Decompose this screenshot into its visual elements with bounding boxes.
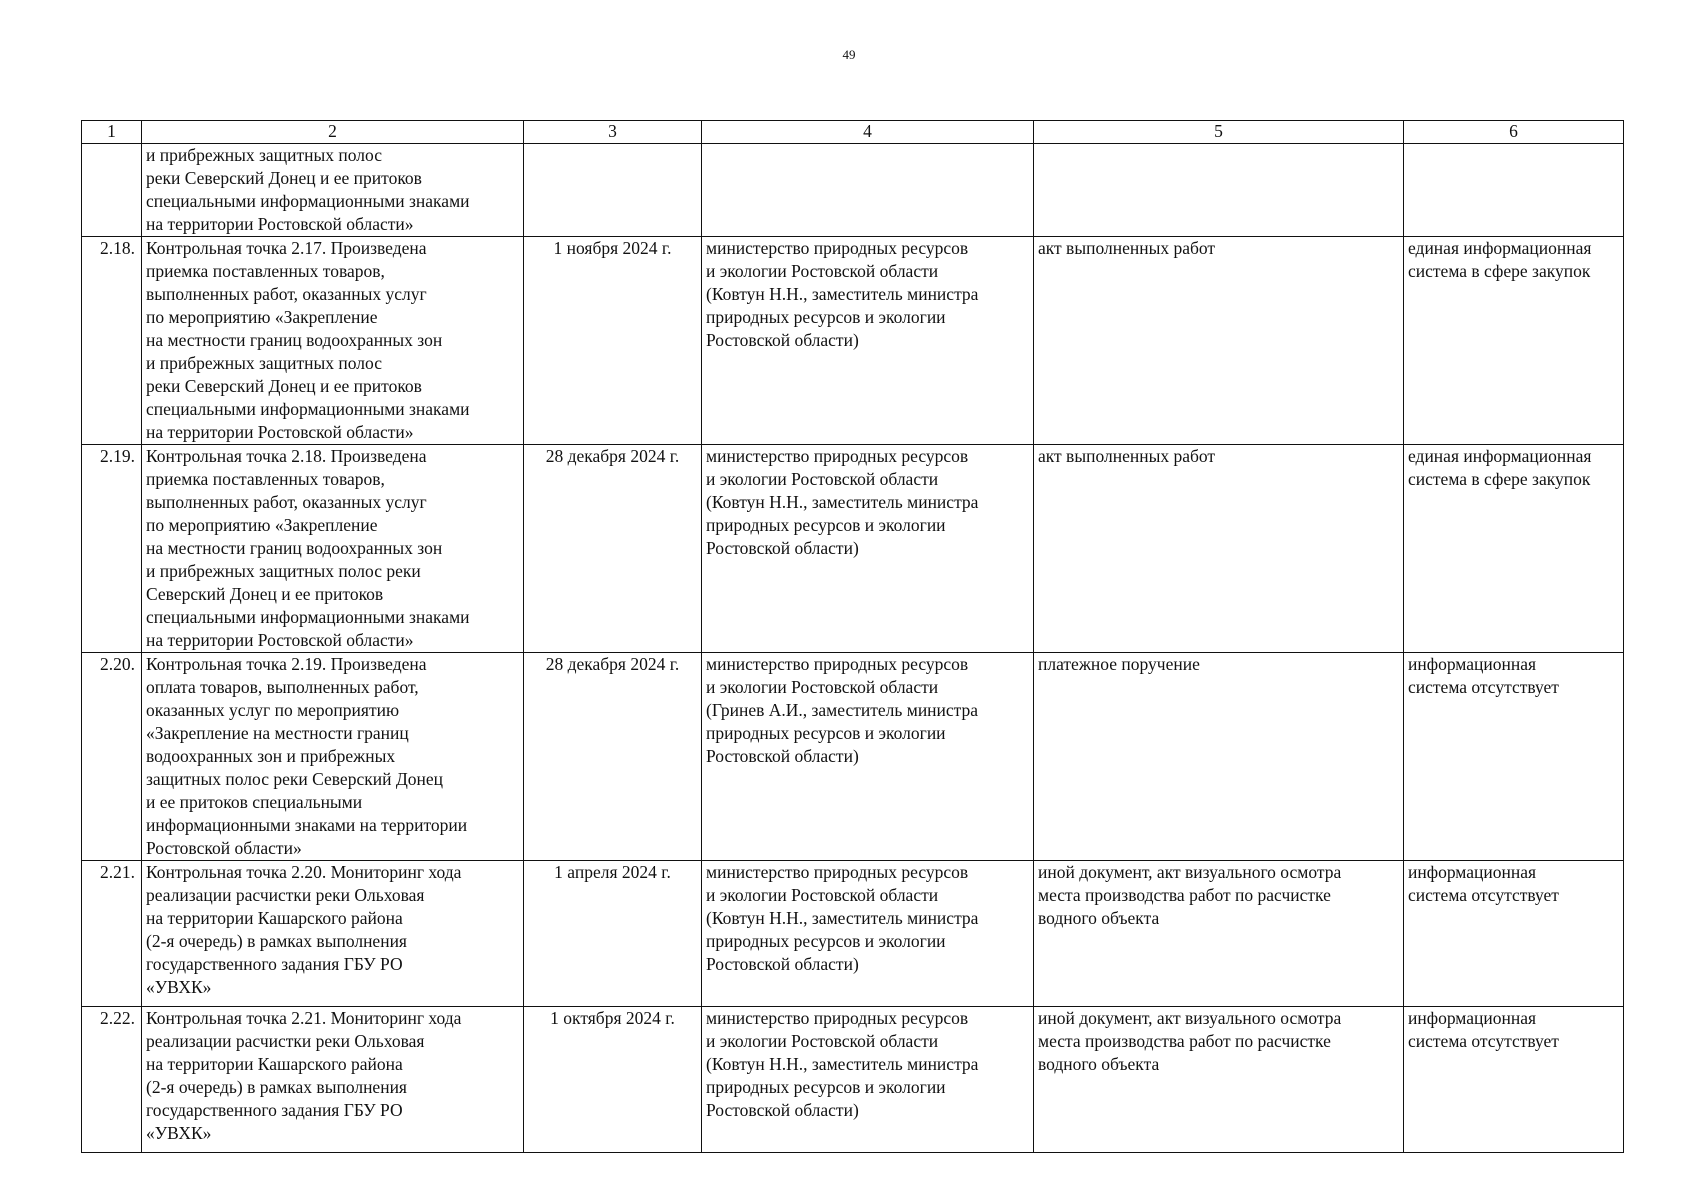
table-header <box>82 121 1624 144</box>
control-point-date <box>524 653 702 861</box>
row-number <box>82 445 142 653</box>
control-point-description <box>142 237 524 445</box>
row-number-text: 2.19. <box>100 446 135 466</box>
row-number <box>82 653 142 861</box>
information-system <box>1404 653 1624 861</box>
document-text: платежное поручение <box>1038 654 1200 674</box>
row-number <box>82 144 142 237</box>
control-point-description <box>142 653 524 861</box>
table-body <box>82 144 1624 1153</box>
control-point-date <box>524 445 702 653</box>
row-number <box>82 1007 142 1153</box>
information-system <box>1404 144 1624 237</box>
date-text: 1 октября 2024 г. <box>550 1008 675 1028</box>
system-text: информационная система отсутствует <box>1408 1008 1559 1051</box>
header-row <box>82 121 1624 144</box>
table-row <box>82 1007 1624 1153</box>
control-point-description <box>142 1007 524 1153</box>
row-number-text: 2.22. <box>100 1008 135 1028</box>
row-number-text: 2.20. <box>100 654 135 674</box>
table-row <box>82 237 1624 445</box>
responsible-text: министерство природных ресурсов и экологии Ростовской области (Ковтун Н.Н., заместитель министра природных ресурсов и экологии Ростовской области) <box>706 446 979 558</box>
system-text: единая информационная система в сфере закупок <box>1408 446 1592 489</box>
document-text: иной документ, акт визуального осмотра места производства работ по расчистке водного объекта <box>1038 862 1342 928</box>
document-type <box>1034 653 1404 861</box>
document-text: иной документ, акт визуального осмотра места производства работ по расчистке водного объекта <box>1038 1008 1342 1074</box>
description-text: Контрольная точка 2.19. Произведена оплата товаров, выполненных работ, оказанных услуг по мероприятию «Закрепление на местности границ водоохранных зон и прибрежных защитных полос реки Северский Донец и ее притоков специальными информационными знаками на территории Ростовской области» <box>146 654 468 858</box>
description-text: Контрольная точка 2.18. Произведена приемка поставленных товаров, выполненных работ, оказанных услуг по мероприятию «Закрепление на местности границ водоохранных зон и прибрежных защитных полос реки Северский Донец и ее притоков специальными информационными знаками на территории Ростовской области» <box>146 446 470 650</box>
responsible-person <box>702 237 1034 445</box>
table-row <box>82 861 1624 1007</box>
control-points-table <box>81 120 1624 1153</box>
date-text: 1 ноября 2024 г. <box>553 238 672 258</box>
page-number: 49 <box>842 47 856 62</box>
system-text: информационная система отсутствует <box>1408 862 1559 905</box>
responsible-text: министерство природных ресурсов и экологии Ростовской области (Ковтун Н.Н., заместитель министра природных ресурсов и экологии Ростовской области) <box>706 862 979 974</box>
date-text: 28 декабря 2024 г. <box>545 446 680 466</box>
description-text: Контрольная точка 2.17. Произведена приемка поставленных товаров, выполненных работ, оказанных услуг по мероприятию «Закрепление на местности границ водоохранных зон и прибрежных защитных полос реки Северский Донец и ее притоков специальными информационными знаками на территории Ростовской области» <box>146 238 470 442</box>
table-row <box>82 144 1624 237</box>
table-row <box>82 653 1624 861</box>
column-header-2: 2 <box>142 121 524 144</box>
description-text: Контрольная точка 2.21. Мониторинг хода реализации расчистки реки Ольховая на территории Кашарского района (2-я очередь) в рамках выполнения государственного задания ГБУ РО «УВХК» <box>146 1008 462 1143</box>
control-point-date <box>524 861 702 1007</box>
responsible-text: министерство природных ресурсов и экологии Ростовской области (Гринев А.И., заместитель министра природных ресурсов и экологии Ростовской области) <box>706 654 979 766</box>
description-text: Контрольная точка 2.20. Мониторинг хода реализации расчистки реки Ольховая на территории Кашарского района (2-я очередь) в рамках выполнения государственного задания ГБУ РО «УВХК» <box>146 862 462 997</box>
responsible-person <box>702 1007 1034 1153</box>
information-system <box>1404 1007 1624 1153</box>
row-number <box>82 861 142 1007</box>
row-number <box>82 237 142 445</box>
control-point-date <box>524 237 702 445</box>
column-header-5: 5 <box>1034 121 1404 144</box>
document-type <box>1034 1007 1404 1153</box>
column-header-4: 4 <box>702 121 1034 144</box>
responsible-text: министерство природных ресурсов и экологии Ростовской области (Ковтун Н.Н., заместитель министра природных ресурсов и экологии Ростовской области) <box>706 1008 979 1120</box>
information-system <box>1404 237 1624 445</box>
column-header-6: 6 <box>1404 121 1624 144</box>
document-text: акт выполненных работ <box>1038 446 1216 466</box>
control-point-description <box>142 861 524 1007</box>
information-system <box>1404 445 1624 653</box>
responsible-person <box>702 653 1034 861</box>
responsible-person <box>702 144 1034 237</box>
responsible-text: министерство природных ресурсов и экологии Ростовской области (Ковтун Н.Н., заместитель министра природных ресурсов и экологии Ростовской области) <box>706 238 979 350</box>
control-point-date <box>524 1007 702 1153</box>
control-point-description <box>142 144 524 237</box>
control-points-table-container <box>81 120 1624 1153</box>
document-text: акт выполненных работ <box>1038 238 1216 258</box>
information-system <box>1404 861 1624 1007</box>
control-point-description <box>142 445 524 653</box>
system-text: информационная система отсутствует <box>1408 654 1559 697</box>
date-text: 1 апреля 2024 г. <box>554 862 671 882</box>
document-type <box>1034 144 1404 237</box>
row-number-text: 2.18. <box>100 238 135 258</box>
column-header-3: 3 <box>524 121 702 144</box>
column-header-1: 1 <box>82 121 142 144</box>
date-text: 28 декабря 2024 г. <box>545 654 680 674</box>
description-text: и прибрежных защитных полос реки Северский Донец и ее притоков специальными информационными знаками на территории Ростовской области» <box>146 145 470 234</box>
responsible-person <box>702 445 1034 653</box>
control-point-date <box>524 144 702 237</box>
row-number-text: 2.21. <box>100 862 135 882</box>
system-text: единая информационная система в сфере закупок <box>1408 238 1592 281</box>
document-type <box>1034 861 1404 1007</box>
responsible-person <box>702 861 1034 1007</box>
document-type <box>1034 237 1404 445</box>
table-row <box>82 445 1624 653</box>
document-type <box>1034 445 1404 653</box>
